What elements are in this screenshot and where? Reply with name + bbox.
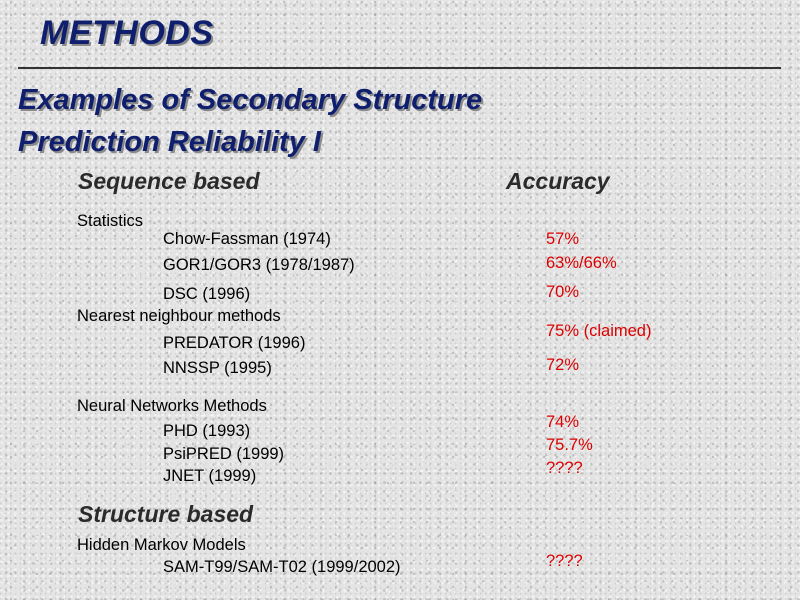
method-chow-fassman: Chow-Fassman (1974)	[163, 230, 331, 248]
sequence-based-heading: Sequence based	[78, 168, 260, 194]
category-hidden-markov: Hidden Markov Models	[77, 536, 246, 554]
accuracy-dsc: 70%	[546, 283, 580, 301]
slide-title: METHODS	[40, 14, 214, 52]
accuracy-chow-fassman: 57%	[546, 230, 580, 248]
accuracy-gor: 63%/66%	[546, 254, 617, 272]
accuracy-psipred: 75.7%	[546, 436, 593, 454]
method-dsc: DSC (1996)	[163, 285, 251, 303]
accuracy-sam-t99: ????	[546, 552, 583, 570]
category-neural-networks: Neural Networks Methods	[77, 397, 267, 415]
subtitle-line-1: Examples of Secondary Structure	[18, 84, 483, 116]
title-divider	[18, 67, 781, 69]
method-jnet: JNET (1999)	[163, 467, 257, 485]
accuracy-jnet: ????	[546, 459, 583, 477]
structure-based-heading: Structure based	[78, 501, 254, 527]
category-nearest-neighbour: Nearest neighbour methods	[77, 307, 281, 325]
method-phd: PHD (1993)	[163, 422, 251, 440]
accuracy-heading: Accuracy	[506, 168, 610, 194]
accuracy-predator: 75% (claimed)	[546, 322, 652, 340]
subtitle-line-2: Prediction Reliability I	[18, 126, 321, 158]
accuracy-nnssp: 72%	[546, 356, 580, 374]
method-predator: PREDATOR (1996)	[163, 334, 306, 352]
method-sam-t99: SAM-T99/SAM-T02 (1999/2002)	[163, 558, 401, 576]
method-nnssp: NNSSP (1995)	[163, 359, 272, 377]
method-psipred: PsiPRED (1999)	[163, 445, 285, 463]
method-gor: GOR1/GOR3 (1978/1987)	[163, 256, 355, 274]
category-statistics: Statistics	[77, 212, 144, 230]
accuracy-phd: 74%	[546, 413, 580, 431]
